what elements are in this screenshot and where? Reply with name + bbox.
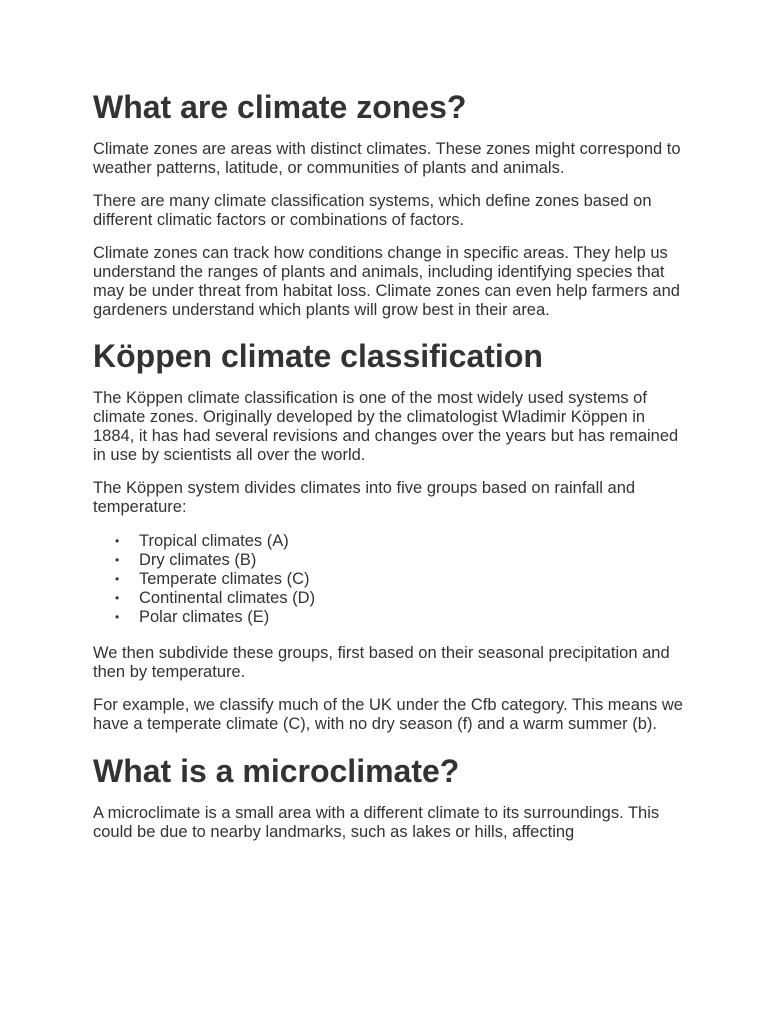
bullet-icon: • — [115, 534, 120, 548]
list-item: • Temperate climates (C) — [115, 570, 310, 588]
heading-microclimate: What is a microclimate? — [93, 753, 460, 789]
heading-koppen-classification: Köppen climate classification — [93, 338, 543, 374]
paragraph-koppen-example: For example, we classify much of the UK under the Cfb category. This means we have a temperate climate (C), with no dry season (f) and a warm summer (b). — [93, 696, 683, 733]
bullet-icon: • — [115, 553, 120, 567]
paragraph-zones-systems: There are many climate classification systems, which define zones based on different climatic factors or combinations of factors. — [93, 192, 652, 229]
paragraph-zones-definition: Climate zones are areas with distinct climates. These zones might correspond to weather patterns, latitude, or communities of plants and animals. — [93, 140, 681, 177]
bullet-icon: • — [115, 572, 120, 586]
list-item: • Polar climates (E) — [115, 608, 270, 626]
paragraph-koppen-groups-intro: The Köppen system divides climates into five groups based on rainfall and temperature: — [93, 479, 636, 516]
list-item: • Dry climates (B) — [115, 551, 257, 569]
list-item: • Continental climates (D) — [115, 589, 316, 607]
paragraph-koppen-subdivide: We then subdivide these groups, first based on their seasonal precipitation and then by temperature. — [93, 644, 670, 681]
heading-climate-zones: What are climate zones? — [93, 89, 467, 125]
paragraph-microclimate-definition: A microclimate is a small area with a different climate to its surroundings. This could be due to nearby landmarks, such as lakes or hills, affecting — [93, 804, 660, 841]
paragraph-zones-uses: Climate zones can track how conditions change in specific areas. They help us understand the ranges of plants and animals, including identifying species that may be under threat from habitat loss. Climate zones can even help farmers and gardeners understand which plants will grow best in their area. — [93, 244, 680, 319]
bullet-icon: • — [115, 610, 120, 624]
koppen-groups-list — [93, 532, 683, 627]
document-page — [93, 88, 683, 842]
list-item: • Tropical climates (A) — [115, 532, 289, 550]
paragraph-koppen-intro: The Köppen climate classification is one of the most widely used systems of climate zones. Originally developed by the climatologist Wladimir Köppen in 1884, it has had several revisions and changes over the years but has remained in use by scientists all over the world. — [93, 389, 679, 464]
bullet-icon: • — [115, 591, 120, 605]
